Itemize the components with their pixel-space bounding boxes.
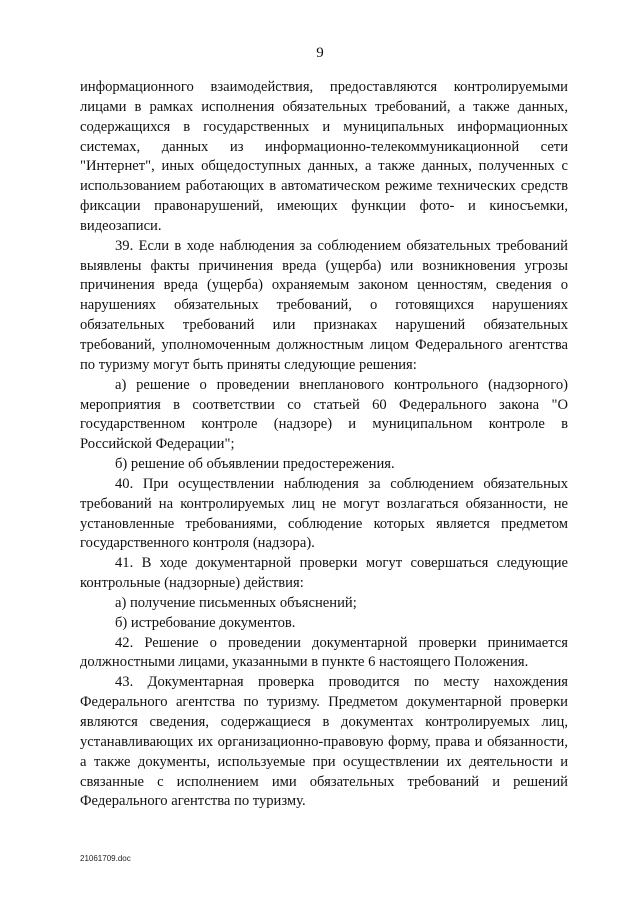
paragraph-39: 39. Если в ходе наблюдения за соблюдением обязательных требований выявлены факты причинения вреда (ущерба) или возникновения угрозы причинения вреда (ущерба) охраняемым законом ценностям, сведения о нарушениях обязательных требований, о готовящихся нарушениях обязательных требований или признаках нарушений обязательных требований, уполномоченным должностным лицом Федерального агентства по туризму могут быть приняты следующие решения:: [80, 237, 568, 373]
paragraph-continuation: информационного взаимодействия, предоставляются контролируемыми лицами в рамках исполнения обязательных требований, а также данных, содержащихся в государственных и муниципальных информационных системах, данных из информационно-телекоммуникационной сети "Интернет", иных общедоступных данных, а также данных, полученных с использованием работающих в автоматическом режиме технических средств фиксации правонарушений, имеющих функции фото- и киносъемки, видеозаписи.: [80, 79, 568, 234]
page-number: 9: [316, 45, 324, 61]
paragraph-39-b: б) решение об объявлении предостережения.: [115, 456, 395, 473]
paragraph-41-b: б) истребование документов.: [115, 614, 296, 631]
paragraph-40: 40. При осуществлении наблюдения за соблюдением обязательных требований на контролируемых лиц не могут возлагаться обязанности, не установленные требованиями, соблюдение которых является предметом государственного контроля (надзора).: [80, 475, 568, 552]
document-filename-footer: 21061709.doc: [80, 854, 131, 863]
paragraph-42: 42. Решение о проведении документарной проверки принимается должностными лицами, указанными в пункте 6 настоящего Положения.: [80, 634, 568, 671]
paragraph-41: 41. В ходе документарной проверки могут совершаться следующие контрольные (надзорные) действия:: [80, 555, 568, 592]
document-body: [80, 78, 568, 812]
paragraph-39-a: а) решение о проведении внепланового контрольного (надзорного) мероприятия в соответствии со статьей 60 Федерального закона "О государственном контроле (надзоре) и муниципальном контроле в Российской Федерации";: [80, 376, 568, 453]
paragraph-43: 43. Документарная проверка проводится по месту нахождения Федерального агентства по туризму. Предметом документарной проверки являются сведения, содержащиеся в документах контролируемых лиц, устанавливающих их организационно-правовую форму, права и обязанности, а также документы, используемые при осуществлении их деятельности и связанные с исполнением ими обязательных требований и решений Федерального агентства по туризму.: [80, 674, 568, 810]
paragraph-41-a: а) получение письменных объяснений;: [115, 594, 357, 611]
